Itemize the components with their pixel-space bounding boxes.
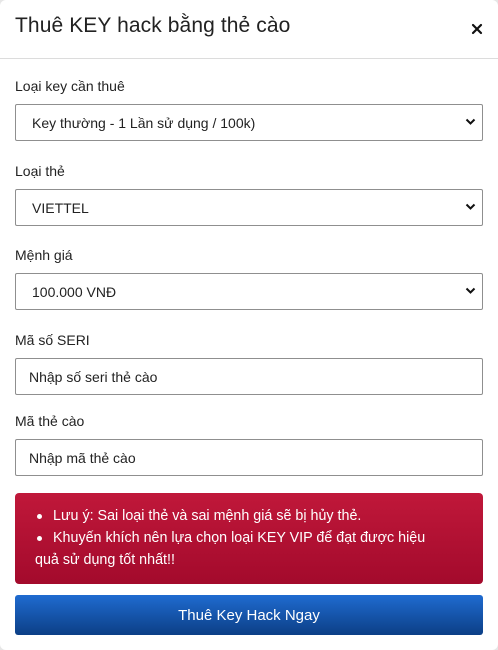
chevron-down-icon: [465, 287, 476, 295]
close-button[interactable]: [470, 22, 484, 36]
bullet-icon: [37, 536, 42, 541]
key-type-select[interactable]: [15, 104, 483, 141]
rent-key-submit-button[interactable]: Thuê Key Hack Ngay: [15, 595, 483, 635]
card-code-label: Mã thẻ cào: [15, 413, 85, 429]
modal-header: [0, 0, 498, 59]
card-type-group: [15, 163, 483, 226]
modal-title: Thuê KEY hack bằng thẻ cào: [15, 14, 291, 37]
warning-alert: [15, 493, 483, 584]
card-code-input[interactable]: [15, 439, 483, 476]
chevron-down-icon: [465, 118, 476, 126]
bullet-icon: [37, 514, 42, 519]
alert-item: [35, 505, 471, 527]
alert-list: [35, 505, 471, 571]
card-code-group: [15, 413, 483, 476]
amount-select[interactable]: [15, 273, 483, 310]
alert-text-2b: quả sử dụng tốt nhất!!: [35, 552, 175, 568]
chevron-down-icon: [465, 203, 476, 211]
card-type-label: Loại thẻ: [15, 163, 65, 179]
alert-item: [35, 527, 471, 549]
serial-group: [15, 332, 483, 395]
serial-input[interactable]: [15, 358, 483, 395]
key-type-label: Loại key cần thuê: [15, 78, 125, 94]
card-type-value: VIETTEL: [32, 200, 89, 216]
alert-item-continued: [35, 549, 471, 571]
close-icon: [470, 22, 484, 36]
card-type-select[interactable]: [15, 189, 483, 226]
serial-placeholder: Nhập số seri thẻ cào: [29, 369, 158, 385]
key-type-group: [15, 78, 483, 141]
card-code-placeholder: Nhập mã thẻ cào: [29, 450, 136, 466]
alert-text-2a: Khuyến khích nên lựa chọn loại KEY VIP để đạt được hiệu: [53, 530, 426, 546]
serial-label: Mã số SERI: [15, 332, 90, 348]
amount-group: [15, 247, 483, 310]
amount-value: 100.000 VNĐ: [32, 284, 117, 300]
amount-label: Mệnh giá: [15, 247, 73, 263]
alert-text-1: Lưu ý: Sai loại thẻ và sai mệnh giá sẽ bị hủy thẻ.: [53, 508, 362, 524]
key-type-value: Key thường - 1 Lần sử dụng / 100k): [32, 115, 256, 131]
